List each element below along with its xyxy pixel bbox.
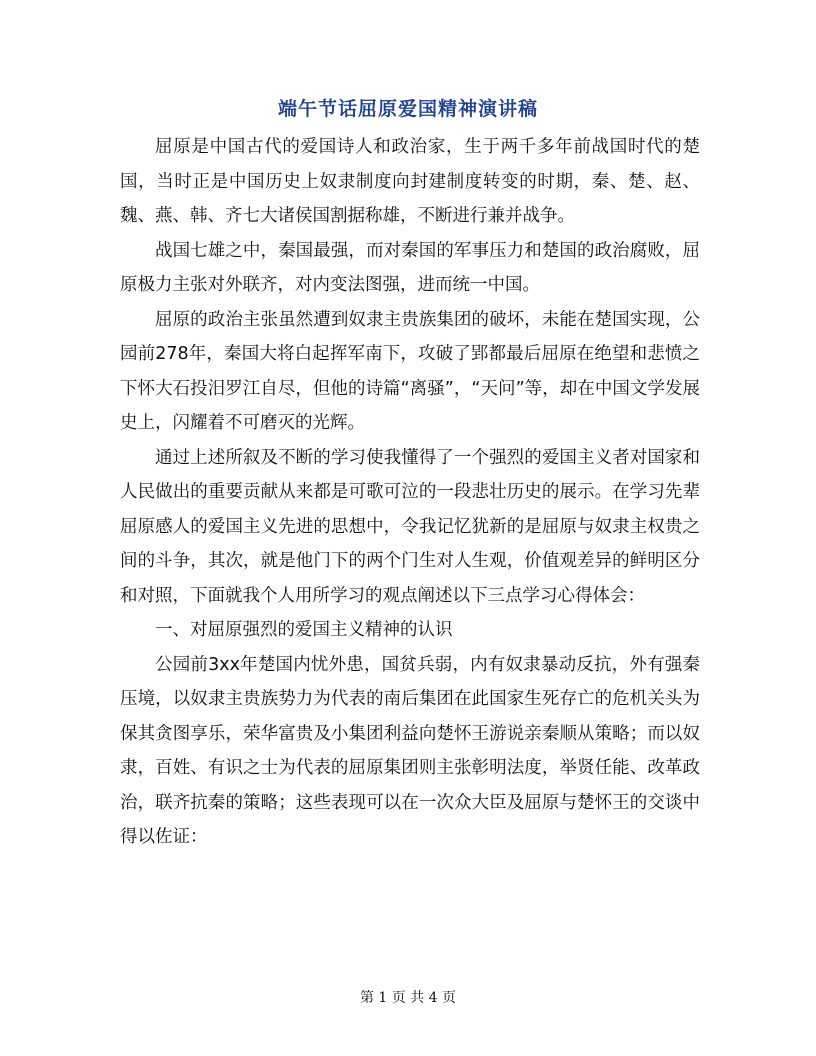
paragraph: 公园前3xx年楚国内忧外患，国贫兵弱，内有奴隶暴动反抗，外有强秦压境，以奴隶主贵族势力为代表的南后集团在此国家生死存亡的危机关头为保其贪图享乐，荣华富贵及小集团利益向楚怀王游说亲秦顺从策略；而以奴隶，百姓、有识之士为代表的屈原集团则主张彰明法度，举贤任能、改革政治，联齐抗秦的策略；这些表现可以在一次众大臣及屈原与楚怀王的交谈中得以佐证： (120, 654, 700, 847)
document-body (120, 130, 700, 855)
paragraph: 战国七雄之中，秦国最强，而对秦国的军事压力和楚国的政治腐败，屈原极力主张对外联齐，对内变法图强，进而统一中国。 (120, 240, 700, 295)
document-title: 端午节话屈原爱国精神演讲稿 (277, 98, 538, 120)
page-footer: 第 1 页 共 4 页 (359, 990, 457, 1006)
section-heading: 一、对屈原强烈的爱国主义精神的认识 (155, 620, 453, 640)
paragraph: 屈原的政治主张虽然遭到奴隶主贵族集团的破坏，未能在楚国实现，公园前278年，秦国大将白起挥军南下，攻破了郢都最后屈原在绝望和悲愤之下怀大石投汨罗江自尽，但他的诗篇“离骚”，“天问”等，却在中国文学发展史上，闪耀着不可磨灭的光辉。 (120, 309, 700, 433)
paragraph: 通过上述所叙及不断的学习使我懂得了一个强烈的爱国主义者对国家和人民做出的重要贡献从来都是可歌可泣的一段悲壮历史的展示。在学习先辈屈原感人的爱国主义先进的思想中，令我记忆犹新的是屈原与奴隶主权贵之间的斗争，其次，就是他门下的两个门生对人生观，价值观差异的鲜明区分和对照，下面就我个人用所学习的观点阐述以下三点学习心得体会： (120, 447, 700, 606)
paragraph: 屈原是中国古代的爱国诗人和政治家，生于两千多年前战国时代的楚国，当时正是中国历史上奴隶制度向封建制度转变的时期，秦、楚、赵、魏、燕、韩、齐七大诸侯国割据称雄，不断进行兼并战争。 (120, 137, 700, 226)
